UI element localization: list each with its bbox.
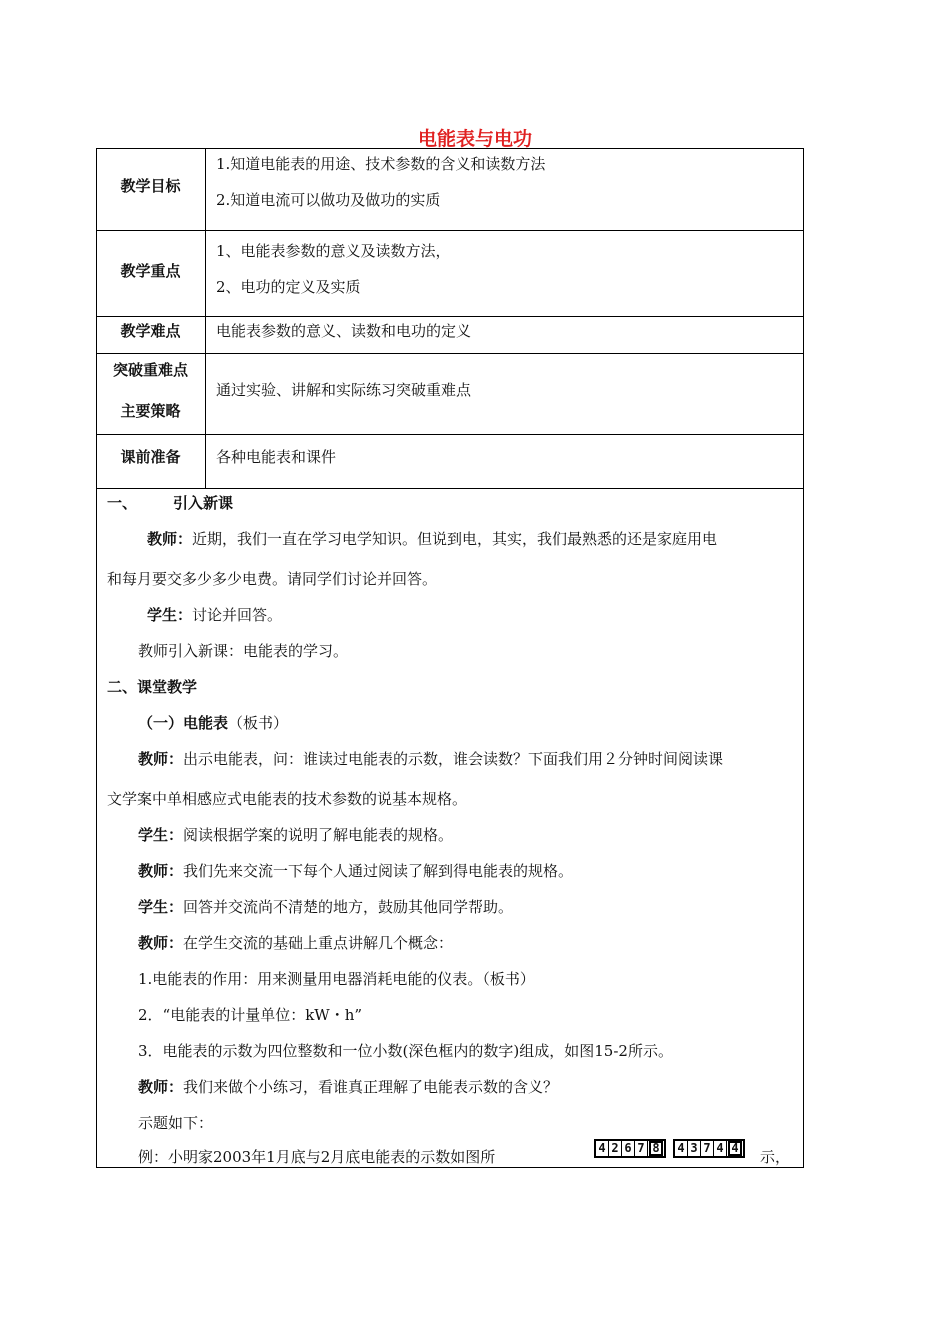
row-text: 各种电能表和课件 [216,448,337,466]
table-column-divider [205,148,206,488]
meter-digits: 4 3 7 4 4 [673,1139,745,1158]
speaker-label: 学生： [138,898,184,916]
row-text: 1、电能表参数的意义及读数方法， [216,242,451,260]
row-text: 2.知道电流可以做功及做功的实质 [216,191,441,209]
paragraph-text: 近期，我们一直在学习电学知识。但说到电，其实，我们最熟悉的还是家庭用电 [192,530,718,548]
row-text: 通过实验、讲解和实际练习突破重难点 [216,381,472,399]
row-label-key-points: 教学重点 [120,262,181,280]
row-text: 1.知道电能表的用途、技术参数的含义和读数方法 [216,155,546,173]
paragraph-text: 我们先来交流一下每个人通过阅读了解到得电能表的规格。 [183,862,574,880]
subsection-title: （一）电能表 [138,714,229,732]
paragraph-text: 我们来做个小练习，看谁真正理解了电能表示数的含义？ [183,1078,559,1096]
paragraph [138,932,453,953]
paragraph-text: 在学生交流的基础上重点讲解几个概念： [183,934,454,952]
row-label-objectives: 教学目标 [120,177,181,195]
paragraph-text: 讨论并回答。 [192,606,283,624]
paragraph [138,748,723,769]
row-label-strategy: 突破重难点 [112,361,188,379]
row-label-strategy: 主要策略 [120,402,181,420]
section-heading: 引入新课 [173,494,234,512]
section-number: 一、 [107,494,138,512]
speaker-label: 教师： [138,934,184,952]
paragraph: 示题如下： [138,1114,214,1132]
speaker-label: 学生： [147,606,193,624]
paragraph [138,824,453,845]
paragraph [147,604,282,625]
meter-digits: 4 2 6 7 8 [594,1139,666,1158]
row-divider [96,230,804,231]
row-divider [96,353,804,354]
row-label-difficulties: 教学难点 [120,322,181,340]
paragraph-text: 出示电能表，问：谁读过电能表的示数，谁会读数？下面我们用２分钟时间阅读课 [183,750,724,768]
example-text-end: 示， [760,1148,791,1166]
row-label-preparation: 课前准备 [120,448,181,466]
row-divider [96,434,804,435]
speaker-label: 学生： [138,826,184,844]
document-title: 电能表与电功 [417,128,532,150]
list-item: 3．电能表的示数为四位整数和一位小数(深色框内的数字)组成，如图15-2所示。 [138,1042,673,1060]
meter-reading-january [594,1138,666,1158]
row-text: 电能表参数的意义、读数和电功的定义 [216,322,472,340]
example-text: 例：小明家2003年1月底与2月底电能表的示数如图所 [138,1148,496,1166]
speaker-label: 教师： [138,1078,184,1096]
paragraph [138,1076,558,1097]
paragraph: 教师引入新课：电能表的学习。 [138,642,349,660]
paragraph-continuation: 和每月要交多少多少电费。请同学们讨论并回答。 [107,570,438,588]
paragraph-text: 回答并交流尚不清楚的地方，鼓励其他同学帮助。 [183,898,514,916]
paragraph [138,860,573,881]
list-item: 2．“电能表的计量单位：kW・h” [138,1006,363,1024]
paragraph-continuation: 文学案中单相感应式电能表的技术参数的说基本规格。 [107,790,468,808]
paragraph [138,896,513,917]
paragraph-text: 阅读根据学案的说明了解电能表的规格。 [183,826,454,844]
paragraph [147,528,717,549]
row-divider [96,316,804,317]
speaker-label: 教师： [138,750,184,768]
list-item: 1.电能表的作用：用来测量用电器消耗电能的仪表。（板书） [138,970,535,988]
speaker-label: 教师： [138,862,184,880]
subsection-heading [138,712,288,733]
speaker-label: 教师： [147,530,193,548]
meter-reading-february [673,1138,745,1158]
section-heading: 二、课堂教学 [107,678,198,696]
row-text: 2、电功的定义及实质 [216,278,361,296]
subsection-note: （板书） [228,714,289,732]
row-divider [96,488,804,489]
